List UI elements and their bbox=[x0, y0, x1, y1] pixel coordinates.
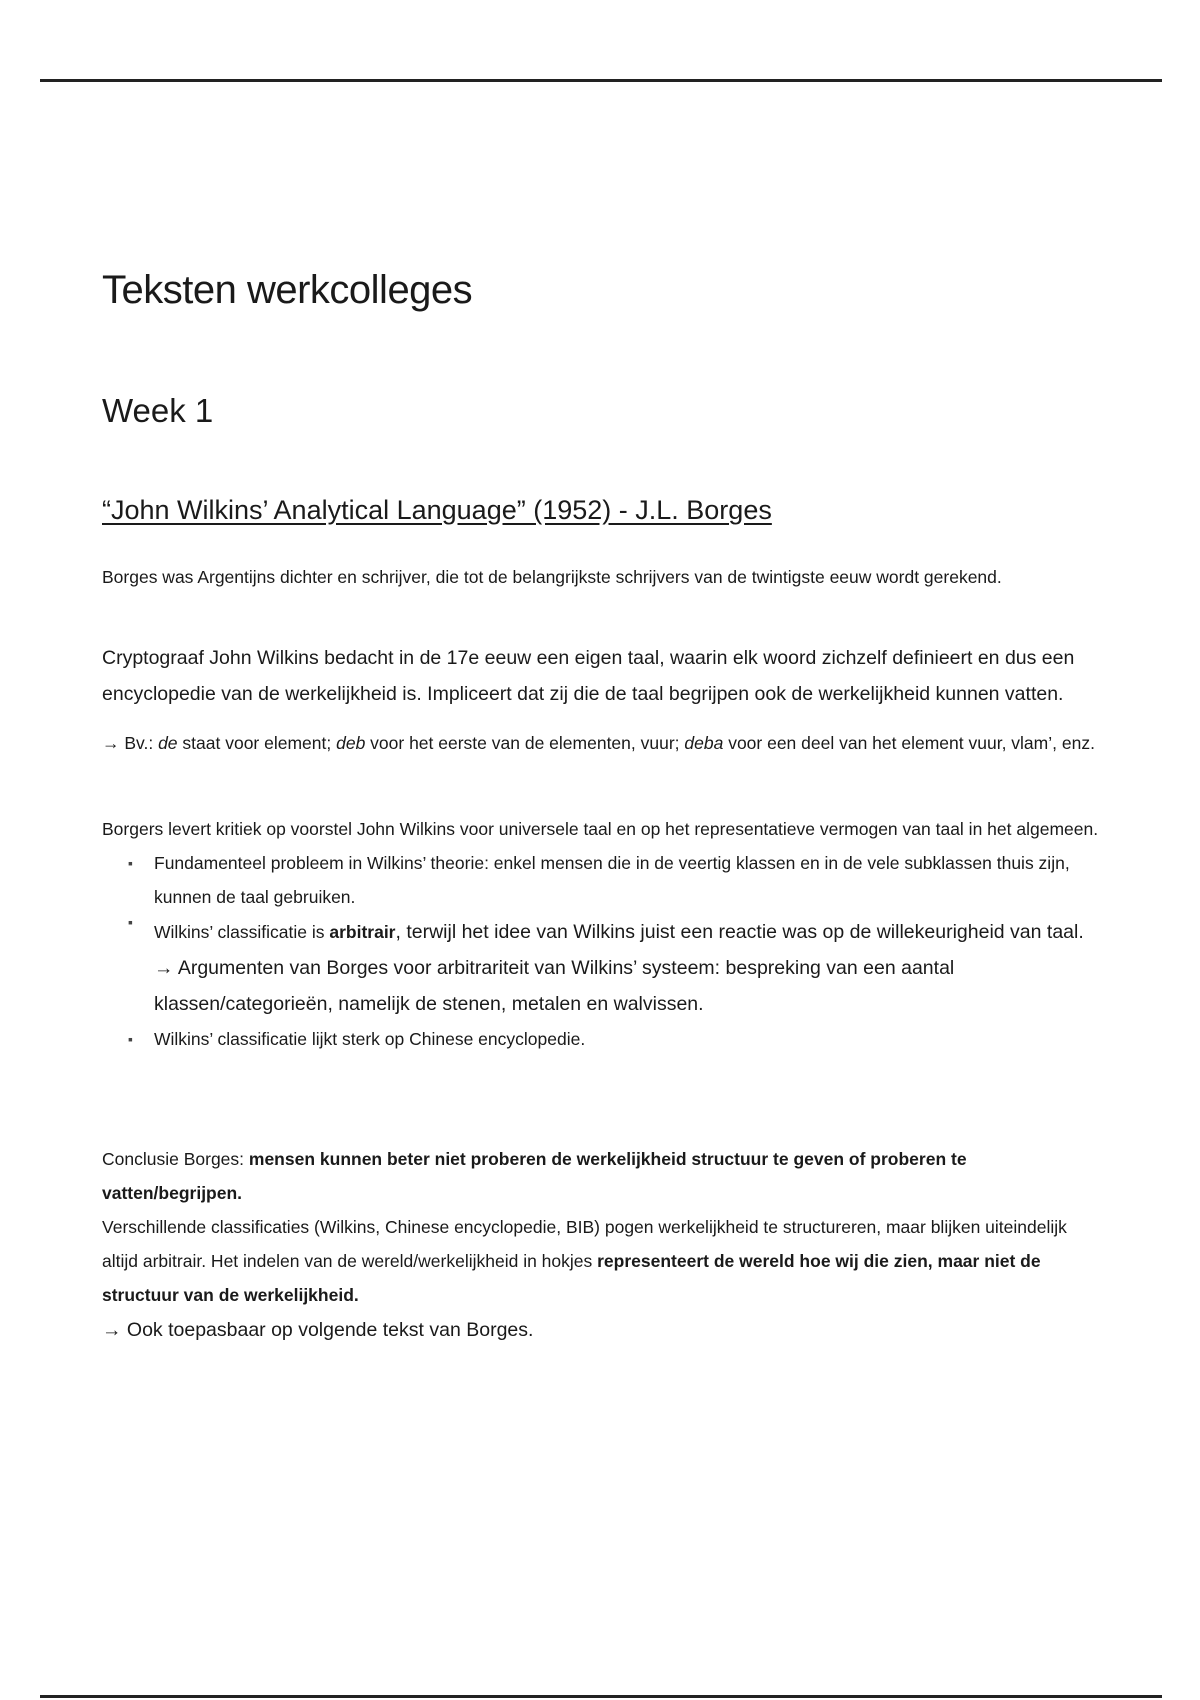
list-item bbox=[102, 914, 1107, 1022]
document-title: Teksten werkcolleges bbox=[102, 268, 473, 312]
top-rule bbox=[40, 79, 1162, 82]
bullet-subline: → Argumenten van Borges voor arbitrariteit van Wilkins’ systeem: bespreking van een aantal klassen/categorieën, namelijk de stenen, metalen en walvissen. bbox=[154, 957, 955, 1015]
bullet-icon: ▪ bbox=[128, 1031, 133, 1047]
example-term-deba: deba bbox=[684, 733, 724, 753]
conclusie-arrow-line: → Ook toepasbaar op volgende tekst van Borges. bbox=[102, 1319, 534, 1341]
bottom-rule bbox=[40, 1695, 1162, 1698]
example-term-deb: deb bbox=[336, 733, 366, 753]
example-prefix: → Bv.: bbox=[102, 733, 159, 753]
bullet-bold-term: arbitrair bbox=[329, 922, 396, 942]
example-term-de: de bbox=[158, 733, 178, 753]
section-heading: “John Wilkins’ Analytical Language” (1952) - J.L. Borges bbox=[102, 495, 772, 525]
week-heading: Week 1 bbox=[102, 392, 214, 429]
bullet-icon: ▪ bbox=[128, 855, 133, 871]
wilkins-paragraph: Cryptograaf John Wilkins bedacht in de 17e eeuw een eigen taal, waarin elk woord zichzelf definieert en dus een encyclopedie van de werkelijkheid is. Impliceert dat zij die de taal begrijpen ook de werkelijkheid kunnen vatten. bbox=[102, 647, 1075, 705]
conclusie-text: Verschillende classificaties (Wilkins, Chinese encyclopedie, BIB) pogen werkelijkheid te structureren, maar blijken uiteindelijk altijd arbitrair. Het indelen van de wereld/werkelijkheid in hokjes bbox=[102, 1217, 1067, 1271]
example-text-1: staat voor element; bbox=[177, 733, 337, 753]
bullet-text: Fundamenteel probleem in Wilkins’ theorie: enkel mensen die in de veertig klassen en in de vele subklassen thuis zijn, kunnen de taal gebruiken. bbox=[154, 853, 1070, 907]
conclusie-bold-1: mensen kunnen beter niet proberen de werkelijkheid structuur te geven of proberen te vatten/begrijpen. bbox=[102, 1149, 967, 1203]
conclusie-paragraph bbox=[102, 1142, 1107, 1348]
conclusie-bold-2: representeert de wereld hoe wij die zien, maar niet de structuur van de werkelijkheid. bbox=[102, 1251, 1041, 1305]
bullet-text-after: , terwijl het idee van Wilkins juist een reactie was op de willekeurigheid van taal. bbox=[395, 921, 1084, 943]
list-item bbox=[102, 1022, 1107, 1056]
example-text-2: voor het eerste van de elementen, vuur; bbox=[365, 733, 685, 753]
example-text-3: voor een deel van het element vuur, vlam’, enz. bbox=[723, 733, 1095, 753]
intro-paragraph: Borges was Argentijns dichter en schrijver, die tot de belangrijkste schrijvers van de twintigste eeuw wordt gerekend. bbox=[102, 567, 1002, 587]
kritiek-paragraph: Borgers levert kritiek op voorstel John Wilkins voor universele taal en op het representatieve vermogen van taal in het algemeen. bbox=[102, 819, 1099, 839]
example-line bbox=[102, 726, 1107, 760]
bullet-text: Wilkins’ classificatie is bbox=[154, 922, 330, 942]
conclusie-prefix: Conclusie Borges: bbox=[102, 1149, 249, 1169]
bullet-text: Wilkins’ classificatie lijkt sterk op Chinese encyclopedie. bbox=[154, 1029, 586, 1049]
bullet-list bbox=[102, 846, 1107, 1056]
bullet-icon: ▪ bbox=[128, 914, 133, 930]
list-item bbox=[102, 846, 1107, 914]
